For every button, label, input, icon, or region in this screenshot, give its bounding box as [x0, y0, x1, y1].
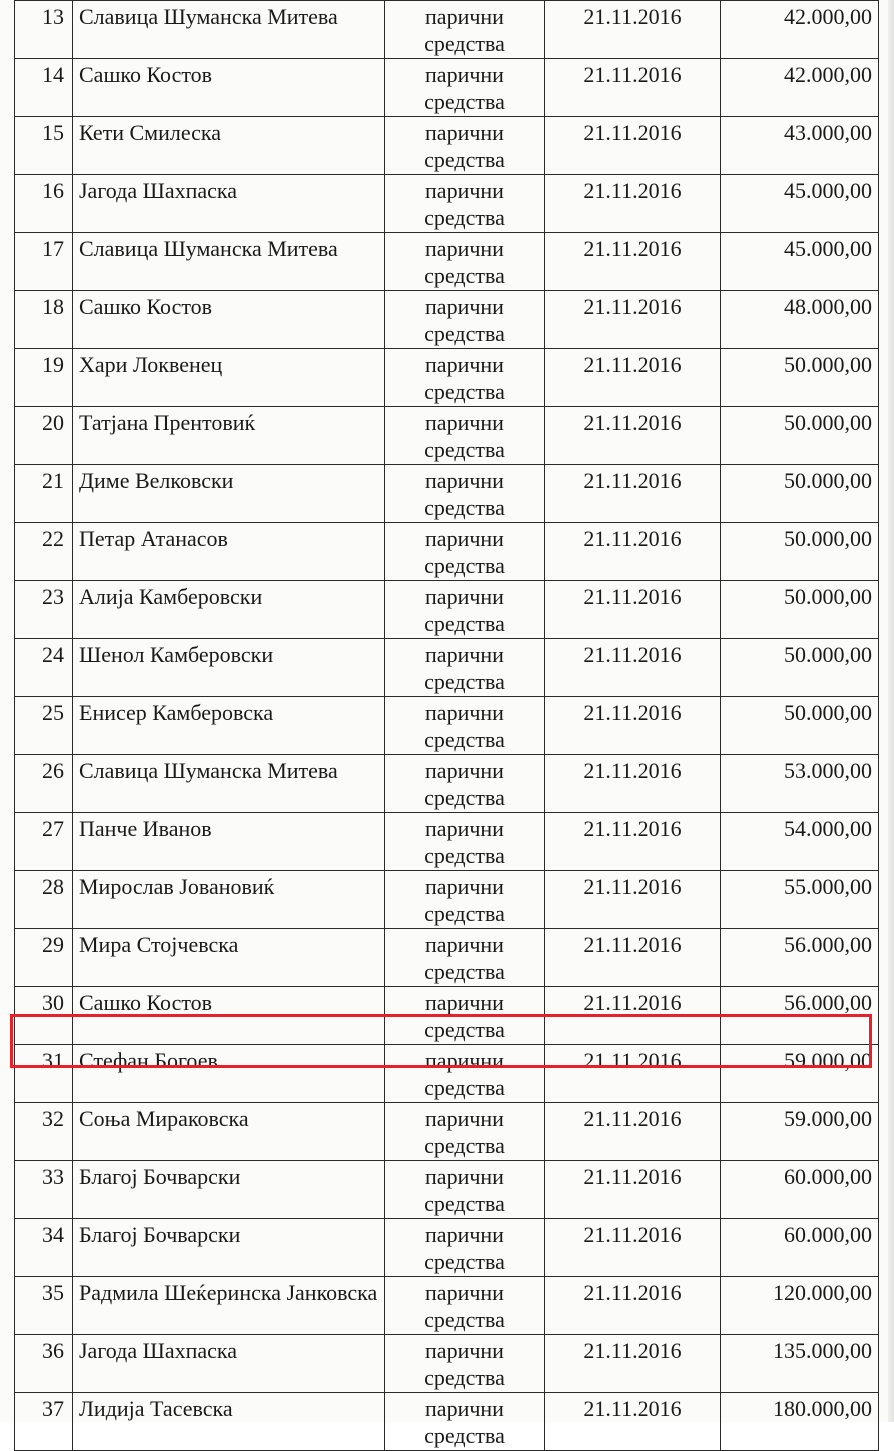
donation-amount: 48.000,00: [721, 291, 879, 349]
donation-type-line1: парични: [425, 1396, 504, 1421]
donation-type: [385, 929, 545, 987]
row-number: 37: [15, 1393, 73, 1451]
donation-type-line2: средства: [424, 379, 505, 404]
row-number: 24: [15, 639, 73, 697]
donation-type-line1: парични: [425, 758, 504, 783]
donation-type-line1: парични: [425, 4, 504, 29]
donation-type-line2: средства: [424, 1017, 505, 1042]
donation-type-line2: средства: [424, 31, 505, 56]
row-number: 13: [15, 1, 73, 59]
donation-type-line2: средства: [424, 205, 505, 230]
donation-type: [385, 465, 545, 523]
donation-type-line2: средства: [424, 437, 505, 462]
donation-type: [385, 117, 545, 175]
table-row: [15, 987, 879, 1045]
row-number: 32: [15, 1103, 73, 1161]
table-row: [15, 1219, 879, 1277]
donation-type-line1: парични: [425, 874, 504, 899]
table-row: [15, 1277, 879, 1335]
donation-amount: 50.000,00: [721, 349, 879, 407]
donation-type: [385, 59, 545, 117]
row-number: 31: [15, 1045, 73, 1103]
table-row: [15, 1, 879, 59]
donor-name: Славица Шуманска Митева: [73, 1, 385, 59]
donation-type: [385, 349, 545, 407]
donation-amount: 43.000,00: [721, 117, 879, 175]
donation-type-line1: парични: [425, 120, 504, 145]
donation-type-line2: средства: [424, 263, 505, 288]
donor-name: Алија Камберовски: [73, 581, 385, 639]
donor-name: Хари Локвенец: [73, 349, 385, 407]
donation-type-line2: средства: [424, 1249, 505, 1274]
table-row: [15, 929, 879, 987]
donation-date: 21.11.2016: [545, 523, 721, 581]
donation-type-line2: средства: [424, 1365, 505, 1390]
donation-amount: 50.000,00: [721, 639, 879, 697]
donation-date: 21.11.2016: [545, 639, 721, 697]
donor-name: Кети Смилеска: [73, 117, 385, 175]
donation-type-line1: парични: [425, 990, 504, 1015]
donation-type: [385, 987, 545, 1045]
donation-type-line1: парични: [425, 1164, 504, 1189]
donation-type-line1: парични: [425, 526, 504, 551]
donation-type: [385, 233, 545, 291]
row-number: 23: [15, 581, 73, 639]
table-row: [15, 813, 879, 871]
donation-type-line2: средства: [424, 727, 505, 752]
donation-amount: 120.000,00: [721, 1277, 879, 1335]
donor-name: Лидија Тасевска: [73, 1393, 385, 1451]
donation-amount: 59.000,00: [721, 1045, 879, 1103]
donation-type: [385, 407, 545, 465]
donation-amount: 50.000,00: [721, 465, 879, 523]
table-row: [15, 755, 879, 813]
donation-amount: 42.000,00: [721, 59, 879, 117]
donation-type-line1: парични: [425, 932, 504, 957]
table-row: [15, 1103, 879, 1161]
donation-type-line2: средства: [424, 1423, 505, 1448]
donation-type: [385, 639, 545, 697]
donation-type: [385, 175, 545, 233]
donation-date: 21.11.2016: [545, 1161, 721, 1219]
donor-name: Панче Иванов: [73, 813, 385, 871]
donation-type-line2: средства: [424, 147, 505, 172]
donor-name: Сашко Костов: [73, 987, 385, 1045]
donation-amount: 59.000,00: [721, 1103, 879, 1161]
donation-type: [385, 697, 545, 755]
donation-date: 21.11.2016: [545, 349, 721, 407]
table-row: [15, 465, 879, 523]
donation-amount: 55.000,00: [721, 871, 879, 929]
donation-amount: 50.000,00: [721, 407, 879, 465]
table-row: [15, 175, 879, 233]
donation-amount: 45.000,00: [721, 233, 879, 291]
donation-date: 21.11.2016: [545, 59, 721, 117]
donation-type: [385, 581, 545, 639]
row-number: 22: [15, 523, 73, 581]
row-number: 34: [15, 1219, 73, 1277]
donor-name: Диме Велковски: [73, 465, 385, 523]
donation-type-line1: парични: [425, 1222, 504, 1247]
table-row: [15, 1161, 879, 1219]
row-number: 30: [15, 987, 73, 1045]
donation-type-line1: парични: [425, 178, 504, 203]
row-number: 27: [15, 813, 73, 871]
donation-type: [385, 1277, 545, 1335]
donation-type-line1: парични: [425, 62, 504, 87]
donation-type-line1: парични: [425, 642, 504, 667]
donations-table: [14, 0, 879, 1451]
donation-amount: 42.000,00: [721, 1, 879, 59]
donation-type-line1: парични: [425, 352, 504, 377]
donation-type: [385, 1103, 545, 1161]
donation-date: 21.11.2016: [545, 291, 721, 349]
donation-type: [385, 1045, 545, 1103]
donation-type-line1: парични: [425, 236, 504, 261]
donation-type-line2: средства: [424, 669, 505, 694]
row-number: 14: [15, 59, 73, 117]
row-number: 21: [15, 465, 73, 523]
donation-amount: 50.000,00: [721, 697, 879, 755]
table-row: [15, 1335, 879, 1393]
donation-date: 21.11.2016: [545, 871, 721, 929]
table-row: [15, 639, 879, 697]
row-number: 16: [15, 175, 73, 233]
donation-date: 21.11.2016: [545, 581, 721, 639]
table-row: [15, 407, 879, 465]
row-number: 28: [15, 871, 73, 929]
donation-type-line1: парични: [425, 700, 504, 725]
donation-date: 21.11.2016: [545, 117, 721, 175]
donation-type-line1: парични: [425, 410, 504, 435]
donor-name: Стефан Богоев: [73, 1045, 385, 1103]
row-number: 20: [15, 407, 73, 465]
donation-type: [385, 291, 545, 349]
donation-date: 21.11.2016: [545, 1335, 721, 1393]
table-row: [15, 581, 879, 639]
donor-name: Славица Шуманска Митева: [73, 755, 385, 813]
table-row: [15, 233, 879, 291]
donation-amount: 50.000,00: [721, 581, 879, 639]
donation-date: 21.11.2016: [545, 987, 721, 1045]
donation-type-line1: парични: [425, 1048, 504, 1073]
donor-name: Шенол Камберовски: [73, 639, 385, 697]
table-row: [15, 291, 879, 349]
donation-type: [385, 755, 545, 813]
table-row: [15, 697, 879, 755]
donation-amount: 135.000,00: [721, 1335, 879, 1393]
donor-name: Славица Шуманска Митева: [73, 233, 385, 291]
donation-type-line2: средства: [424, 553, 505, 578]
row-number: 35: [15, 1277, 73, 1335]
row-number: 15: [15, 117, 73, 175]
row-number: 25: [15, 697, 73, 755]
donation-type-line2: средства: [424, 1133, 505, 1158]
donation-type: [385, 871, 545, 929]
donation-type-line2: средства: [424, 901, 505, 926]
donation-type: [385, 813, 545, 871]
donor-name: Сашко Костов: [73, 291, 385, 349]
table-row: [15, 871, 879, 929]
donor-name: Сашко Костов: [73, 59, 385, 117]
donation-type: [385, 1, 545, 59]
donation-amount: 180.000,00: [721, 1393, 879, 1451]
donor-name: Мирослав Јовановиќ: [73, 871, 385, 929]
table-row: [15, 523, 879, 581]
donation-type: [385, 523, 545, 581]
donor-name: Енисер Камберовска: [73, 697, 385, 755]
row-number: 26: [15, 755, 73, 813]
donation-date: 21.11.2016: [545, 1, 721, 59]
donor-name: Јагода Шахпаска: [73, 175, 385, 233]
donation-type-line2: средства: [424, 321, 505, 346]
donation-type-line2: средства: [424, 1191, 505, 1216]
donor-name: Петар Атанасов: [73, 523, 385, 581]
donation-type: [385, 1335, 545, 1393]
donation-amount: 60.000,00: [721, 1219, 879, 1277]
donation-amount: 56.000,00: [721, 929, 879, 987]
row-number: 17: [15, 233, 73, 291]
donor-name: Радмила Шеќеринска Јанковска: [73, 1277, 385, 1335]
donation-date: 21.11.2016: [545, 1219, 721, 1277]
donation-date: 21.11.2016: [545, 233, 721, 291]
donation-date: 21.11.2016: [545, 697, 721, 755]
donation-type-line2: средства: [424, 495, 505, 520]
row-number: 36: [15, 1335, 73, 1393]
donation-type-line1: парични: [425, 584, 504, 609]
donor-name: Јагода Шахпаска: [73, 1335, 385, 1393]
donation-date: 21.11.2016: [545, 1277, 721, 1335]
donation-type-line2: средства: [424, 785, 505, 810]
donation-date: 21.11.2016: [545, 1103, 721, 1161]
donation-type: [385, 1219, 545, 1277]
donation-type-line1: парични: [425, 1280, 504, 1305]
donation-type-line2: средства: [424, 89, 505, 114]
donor-name: Благој Бочварски: [73, 1161, 385, 1219]
row-number: 18: [15, 291, 73, 349]
row-number: 33: [15, 1161, 73, 1219]
donation-type-line2: средства: [424, 843, 505, 868]
donation-type-line1: парични: [425, 1106, 504, 1131]
page-edge: [888, 0, 894, 1422]
donation-amount: 45.000,00: [721, 175, 879, 233]
donation-date: 21.11.2016: [545, 755, 721, 813]
donation-date: 21.11.2016: [545, 1393, 721, 1451]
donor-name: Мира Стојчевска: [73, 929, 385, 987]
donation-type-line2: средства: [424, 611, 505, 636]
donation-date: 21.11.2016: [545, 407, 721, 465]
donation-amount: 60.000,00: [721, 1161, 879, 1219]
donation-amount: 54.000,00: [721, 813, 879, 871]
donation-date: 21.11.2016: [545, 1045, 721, 1103]
donation-amount: 50.000,00: [721, 523, 879, 581]
donation-type-line2: средства: [424, 1075, 505, 1100]
donation-date: 21.11.2016: [545, 465, 721, 523]
donor-name: Соња Мираковска: [73, 1103, 385, 1161]
donor-name: Татјана Прентовиќ: [73, 407, 385, 465]
donation-amount: 53.000,00: [721, 755, 879, 813]
donation-type-line2: средства: [424, 1307, 505, 1332]
donation-type-line1: парични: [425, 1338, 504, 1363]
donation-date: 21.11.2016: [545, 813, 721, 871]
donation-type-line2: средства: [424, 959, 505, 984]
donation-date: 21.11.2016: [545, 929, 721, 987]
donation-type-line1: парични: [425, 816, 504, 841]
table-row: [15, 349, 879, 407]
donations-table-body: [15, 1, 879, 1451]
donor-name: Благој Бочварски: [73, 1219, 385, 1277]
row-number: 29: [15, 929, 73, 987]
table-row: [15, 1045, 879, 1103]
donation-type-line1: парични: [425, 294, 504, 319]
table-row: [15, 59, 879, 117]
donation-type: [385, 1161, 545, 1219]
donation-date: 21.11.2016: [545, 175, 721, 233]
donation-type-line1: парични: [425, 468, 504, 493]
row-number: 19: [15, 349, 73, 407]
donation-amount: 56.000,00: [721, 987, 879, 1045]
table-row: [15, 117, 879, 175]
